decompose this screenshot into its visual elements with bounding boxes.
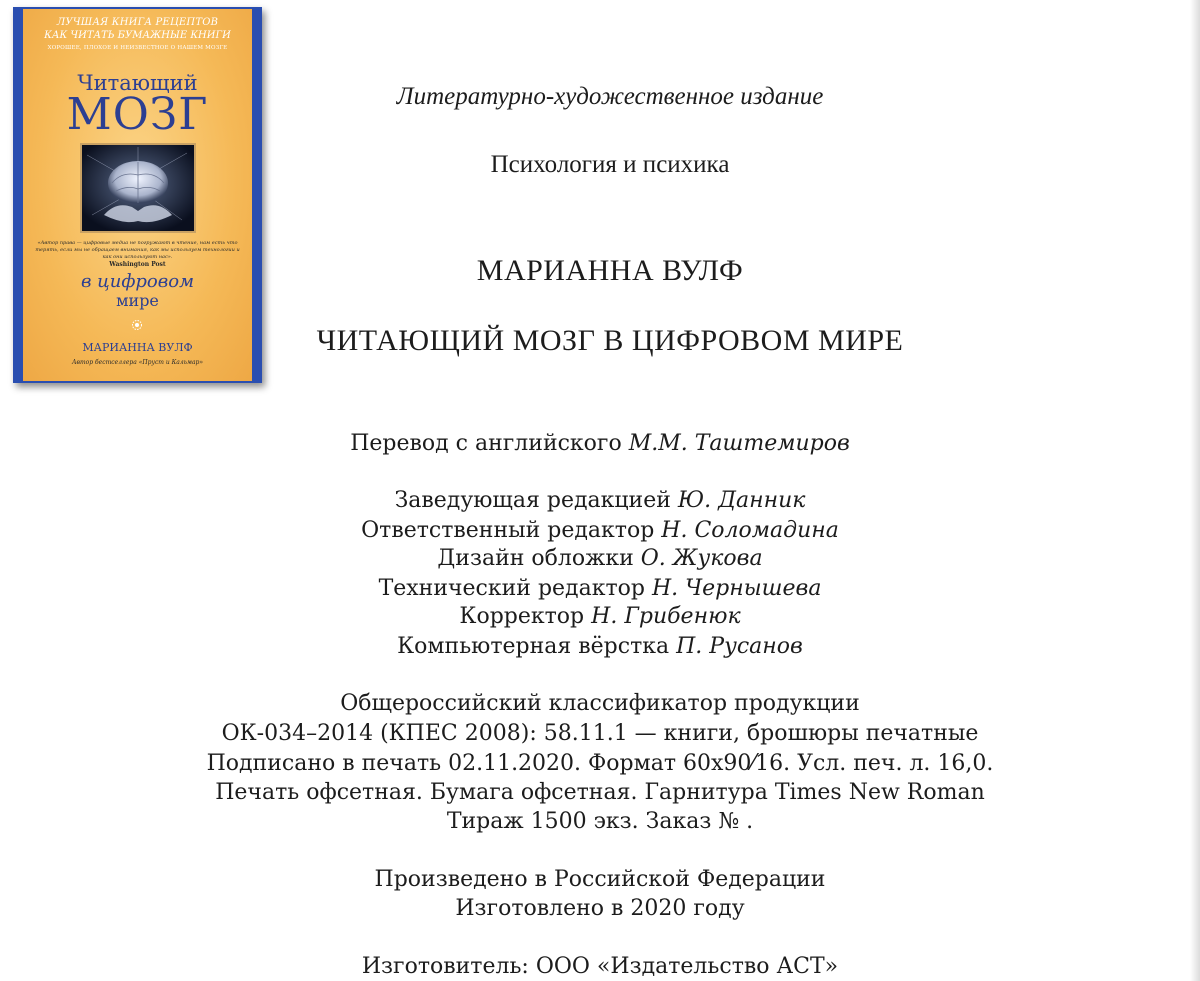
- edition-type: Литературно-художественное издание: [396, 83, 824, 110]
- cover-subtitle-line-1: в цифровом: [80, 271, 195, 292]
- translation-line: [0, 430, 1200, 458]
- credit-name: Ю. Данник: [677, 488, 806, 513]
- page-edge-shadow: [1190, 0, 1200, 981]
- credit-line: [0, 633, 1200, 661]
- credit-name: О. Жукова: [640, 546, 763, 571]
- category: Психология и психика: [490, 151, 730, 178]
- classifier-line: Подписано в печать 02.11.2020. Формат 60x90⁄16. Усл. печ. л. 16,0.: [206, 751, 994, 776]
- credit-line: [0, 575, 1200, 603]
- credit-role: Технический редактор: [378, 576, 645, 601]
- cover-subtitle-line-2: мире: [116, 291, 159, 310]
- translator-name: М.М. Таштемиров: [628, 431, 850, 456]
- cover-title-line-1: Читающий: [77, 71, 198, 95]
- credit-line: [0, 603, 1200, 631]
- cover-top-line-3: ХОРОШЕЕ, ПЛОХОЕ И НЕИЗВЕСТНОЕ О НАШЕМ МОЗГЕ: [47, 45, 228, 51]
- credit-line: [0, 545, 1200, 573]
- cover-top-line-2: КАК ЧИТАТЬ БУМАЖНЫЕ КНИГИ: [44, 30, 231, 41]
- classifier-line: Общероссийский классификатор продукции: [340, 691, 860, 716]
- author-name: МАРИАННА ВУЛФ: [476, 254, 744, 287]
- cover-author: МАРИАННА ВУЛФ: [82, 341, 193, 354]
- translation-label: Перевод с английского: [350, 431, 622, 456]
- cover-quote-text: «Автор права — цифровые медиа не погружают в чтение, нам есть что терять, если мы не обращаем внимания, как мы используем технологии и как они используют нас».: [35, 240, 240, 260]
- cover-title-line-2: МОЗГ: [66, 89, 209, 140]
- manufacturer-line: Изготовитель: ООО «Издательство АСТ»: [361, 954, 839, 979]
- credit-line: [0, 487, 1200, 515]
- book-title: ЧИТАЮЩИЙ МОЗГ В ЦИФРОВОМ МИРЕ: [316, 324, 904, 357]
- credit-name: П. Русанов: [676, 634, 803, 659]
- credit-line: [0, 517, 1200, 545]
- classifier-line: ОК-034–2014 (КПЕС 2008): 58.11.1 — книги, брошюры печатные: [221, 721, 979, 746]
- classifier-line: Тираж 1500 экз. Заказ № .: [446, 809, 754, 834]
- credit-role: Компьютерная вёрстка: [397, 634, 670, 659]
- production-line: Изготовлено в 2020 году: [455, 896, 745, 921]
- credit-role: Корректор: [459, 604, 585, 629]
- credit-role: Заведующая редакцией: [394, 488, 671, 513]
- cover-quote-source: Washington Post: [109, 261, 166, 268]
- cover-top-line-1: ЛУЧШАЯ КНИГА РЕЦЕПТОВ: [56, 17, 219, 28]
- cover-author-note: Автор бестселлера «Пруст и Кальмар»: [71, 359, 204, 366]
- credit-name: Н. Соломадина: [661, 518, 839, 543]
- classifier-line: Печать офсетная. Бумага офсетная. Гарнитура Times New Roman: [215, 780, 985, 805]
- credit-role: Дизайн обложки: [437, 546, 634, 571]
- production-line: Произведено в Российской Федерации: [374, 867, 826, 892]
- credit-name: Н. Грибенюк: [591, 604, 741, 629]
- credit-role: Ответственный редактор: [361, 518, 655, 543]
- credit-name: Н. Чернышева: [651, 576, 822, 601]
